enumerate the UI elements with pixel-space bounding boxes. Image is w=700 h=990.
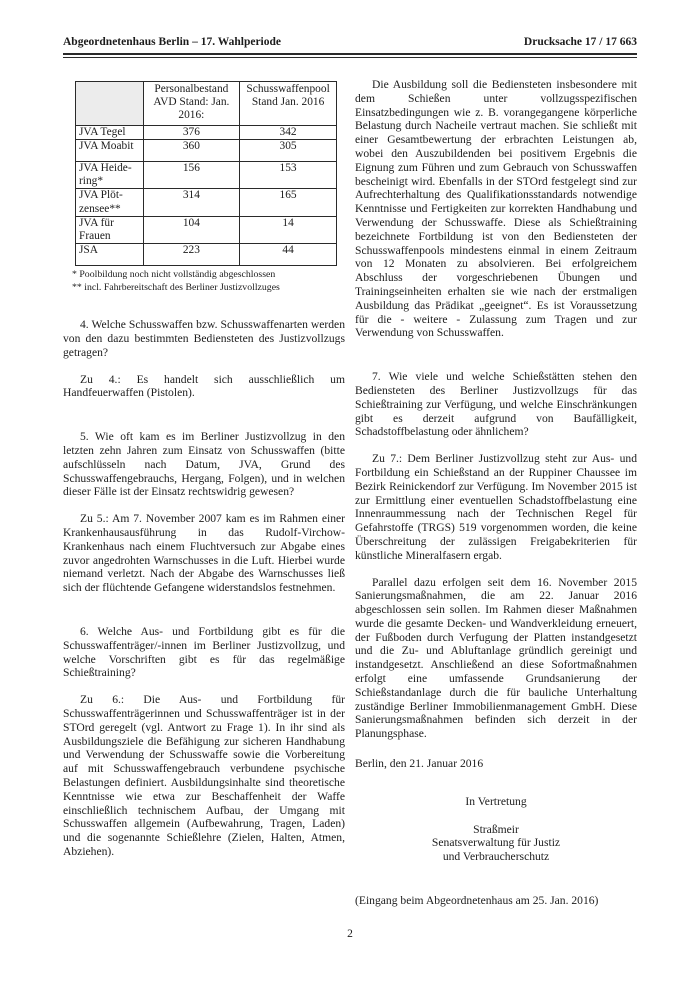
table-row-jsa xyxy=(76,244,337,266)
in-vertretung-line: In Vertretung xyxy=(465,794,527,808)
cell-schusswaffenpool: 153 xyxy=(240,162,337,189)
cell-schusswaffenpool: 342 xyxy=(240,125,337,139)
cell-schusswaffenpool: 14 xyxy=(240,216,337,243)
cell-facility: JSA xyxy=(76,244,144,266)
personnel-weapons-table xyxy=(75,81,337,266)
question-4: 4. Welche Schusswaffen bzw. Schusswaffenarten werden von den dazu bestimmten Bediensteten des Justizvollzugs getragen? xyxy=(63,318,345,359)
left-column xyxy=(63,74,345,908)
page-number: 2 xyxy=(347,928,353,940)
cell-personalbestand: 360 xyxy=(143,139,240,161)
table-row-jva-ploetzensee xyxy=(76,189,337,216)
cell-personalbestand: 156 xyxy=(143,162,240,189)
cell-schusswaffenpool: 165 xyxy=(240,189,337,216)
question-6: 6. Welche Aus- und Fortbildung gibt es für die Schusswaffenträger/-innen im Berliner Justizvollzug, und welche Vorschriften gibt es für das regelmäßige Schießtraining? xyxy=(63,625,345,680)
org-line-2: und Verbraucherschutz xyxy=(442,850,550,864)
header-divider xyxy=(63,53,637,58)
cell-facility: JVA Plöt-zensee** xyxy=(76,189,144,216)
question-7: 7. Wie viele und welche Schießstätten stehen den Bediensteten des Berliner Justizvollzugs für das Schießtraining zur Verfügung, und welche Einschränkungen gibt es derzeit aufgrund von Baufälligkeit, Schadstoffbelastung oder ähnlichem? xyxy=(355,370,637,439)
table-row-jva-tegel xyxy=(76,125,337,139)
eingang-note: (Eingang beim Abgeordnetenhaus am 25. Jan. 2016) xyxy=(355,894,599,908)
cell-facility: JVA für Frauen xyxy=(76,216,144,243)
cell-schusswaffenpool: 305 xyxy=(240,139,337,161)
org-line-1: Senatsverwaltung für Justiz xyxy=(431,836,561,850)
cell-facility: JVA Heide-ring* xyxy=(76,162,144,189)
table-row-jva-heidering xyxy=(76,162,337,189)
cell-facility: JVA Moabit xyxy=(76,139,144,161)
footnote-fahrbereitschaft: ** incl. Fahrbereitschaft des Berliner Justizvollzuges xyxy=(72,281,280,293)
header-right-docnumber: Drucksache 17 / 17 663 xyxy=(523,36,637,48)
cell-personalbestand: 376 xyxy=(143,125,240,139)
date-line: Berlin, den 21. Januar 2016 xyxy=(355,757,484,771)
cell-personalbestand: 104 xyxy=(143,216,240,243)
table-header-facility xyxy=(76,82,144,126)
cell-facility: JVA Tegel xyxy=(76,125,144,139)
signature-block xyxy=(355,795,637,864)
two-column-body xyxy=(63,74,637,908)
paragraph-sanierung: Parallel dazu erfolgen seit dem 16. November 2015 Sanierungsmaßnahmen, die am 22. Januar 2016 abgeschlossen sein sollen. Im Rahmen dieser Maßnahmen wurde die gesamte Decken- und Wandverkleidung erneuert, der Fußboden durch Verfugung der Platten instandgesetzt und die Zu- und Abluftanlage gründlich gereinigt und instandgesetzt. Anschließend an diese Sofortmaßnahmen erfolgt eine umfassende Grundsanierung der Schießstandanlage durch die für bauliche Unterhaltung zuständige Berliner Immobilienmanagement GmbH. Diese Sanierungsmaßnahmen befinden sich derzeit in der Planungsphase. xyxy=(355,575,637,741)
page-header xyxy=(63,36,637,58)
answer-5: Zu 5.: Am 7. November 2007 kam es im Rahmen einer Krankenhausausführung in das Rudolf-Virchow-Krankenhaus nach einem Fluchtversuch zur Abgabe eines zuvor angedrohten Warnschusses in die Luft. Hierbei wurde niemand verletzt. Nach der Abgabe des Warnschusses ließ sich der flüchtende Gefangene widerstandslos festnehmen. xyxy=(63,512,345,595)
footnote-pool: * Poolbildung noch nicht vollständig abgeschlossen xyxy=(72,269,276,281)
table-footnotes xyxy=(72,269,345,294)
cell-personalbestand: 314 xyxy=(143,189,240,216)
table-row-jva-moabit xyxy=(76,139,337,161)
question-5: 5. Wie oft kam es im Berliner Justizvollzug in den letzten zehn Jahren zum Einsatz von Schusswaffen (bitte aufschlüsseln nach Datum, JVA, Grund des Schusswaffengebrauchs, Hergang, Folgen), und in welchen dieser Fälle ist der Einsatz rechtswidrig gewesen? xyxy=(63,430,345,499)
answer-7: Zu 7.: Dem Berliner Justizvollzug steht zur Aus- und Fortbildung ein Schießstand an der Ruppiner Chaussee im Bezirk Reinickendorf zur Verfügung. Im November 2015 ist zur Ermittlung einer eventuellen Schadstoffbelastung eine Innenraummessung nach der Technischen Regel für Gefahrstoffe (TRGS) 519 vorgenommen worden, die keine Überschreitung der zulässigen Freigabekriterien für künstliche Mineralfasern ergab. xyxy=(355,452,637,562)
right-column xyxy=(355,74,637,908)
answer-6: Zu 6.: Die Aus- und Fortbildung für Schusswaffenträgerinnen und Schusswaffenträger ist in der STOrd geregelt (vgl. Antwort zu Frage 1). In ihr sind als Ausbildungsziele die Befähigung zur sicheren Handhabung und Verwendung der Schusswaffe sowie die Vorbereitung auf mit Schusswaffengebrauch verbundene psychische Belastungen definiert. Ausbildungsinhalte sind theoretische Kenntnisse wie etwa zur Beschaffenheit der Waffe einschließlich technischem Aufbau, der Umgang mit Schusswaffen allgemein (Aufbewahrung, Tragen, Laden) und die sogenannte Schießlehre (Zielen, Halten, Atmen, Abziehen). xyxy=(63,693,345,858)
signer-name: Straßmeir xyxy=(473,822,519,836)
header-left-title: Abgeordnetenhaus Berlin – 17. Wahlperiode xyxy=(63,36,281,48)
table-row-jva-fuer-frauen xyxy=(76,216,337,243)
paragraph-fortbildung: Die Ausbildung soll die Bediensteten insbesondere mit dem Schießen unter vollzugsspezifischen Einsatzbedingungen wie z. B. vorangegangene körperliche Belastung durch Nacheile vertraut machen. Sie schließt mit einer Gesamtbewertung der erbrachten Leistungen ab, wobei den Auszubildenden bei positivem Ergebnis die Eignung zum Führen und zum Gebrauch von Schusswaffen bescheinigt wird. Ebenfalls in der STOrd festgelegt sind zur Aufrechterhaltung des Qualifikationsstandards notwendige Kenntnisse und Fertigkeiten zur korrekten Handhabung und Verwendung der Schusswaffe. Diese als Schießtraining bezeichnete Fortbildung ist von den Bediensteten der Schusswaffenpools mindestens einmal in einem Zeitraum von 12 Monaten zu absolvieren. Bei erfolgreichem Abschluss der vorgeschriebenen Übungen und Trainingseinheiten erhalten sie wie nach der erstmaligen Ausbildung das Prädikat „geeignet“. Es ist Voraussetzung für die - weitere - Zulassung zum Tragen und zur Verwendung von Schusswaffen. xyxy=(355,78,637,340)
table-header-personalbestand: Personalbestand AVD Stand: Jan. 2016: xyxy=(143,82,240,126)
answer-4: Zu 4.: Es handelt sich ausschließlich um Handfeuerwaffen (Pistolen). xyxy=(63,372,345,400)
table-header-row xyxy=(76,82,337,126)
cell-personalbestand: 223 xyxy=(143,244,240,266)
table-header-schusswaffenpool: Schusswaffenpool Stand Jan. 2016 xyxy=(240,82,337,126)
cell-schusswaffenpool: 44 xyxy=(240,244,337,266)
